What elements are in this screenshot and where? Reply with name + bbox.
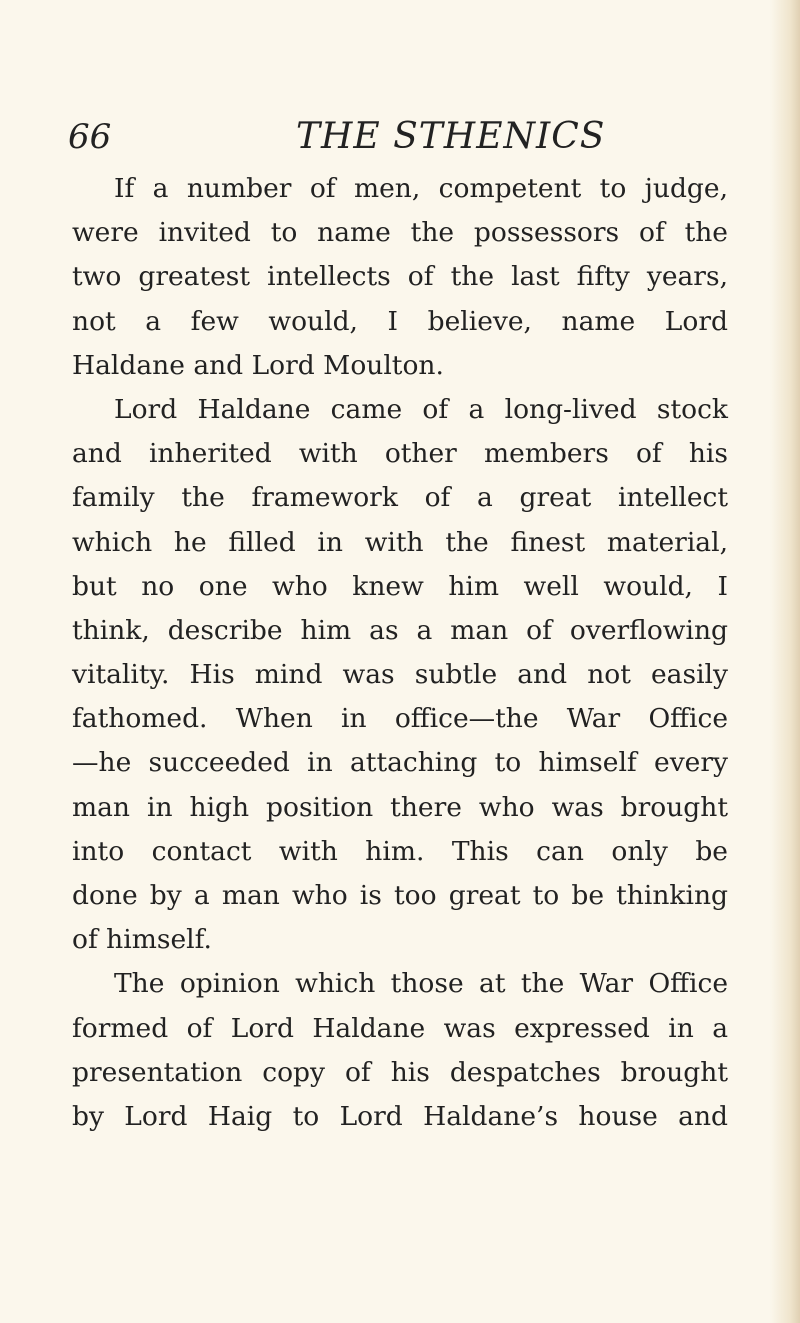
text-line: but no one who knew him well would, I <box>72 570 728 602</box>
text-line: vitality. His mind was subtle and not easily <box>72 659 728 691</box>
text-line: The opinion which those at the War Office <box>114 968 728 1000</box>
text-line: man in high position there who was brought <box>72 791 728 823</box>
page-header <box>0 112 800 162</box>
body-text <box>72 167 728 1139</box>
text-line: family the framework of a great intellect <box>72 482 728 514</box>
text-line: into contact with him. This can only be <box>72 835 728 867</box>
page-number: 66 <box>68 117 112 157</box>
text-line: —he succeeded in attaching to himself every <box>72 747 728 779</box>
running-head: THE STHENICS <box>296 116 606 157</box>
text-line: Lord Haldane came of a long-lived stock <box>114 393 728 425</box>
text-line: two greatest intellects of the last fifty years, <box>72 261 728 293</box>
text-line: fathomed. When in office—the War Office <box>72 703 728 735</box>
text-line: presentation copy of his despatches brought <box>72 1056 728 1088</box>
text-line: done by a man who is too great to be thinking <box>72 880 728 911</box>
text-line: were invited to name the possessors of the <box>72 217 728 249</box>
text-line: think, describe him as a man of overflowing <box>72 614 728 646</box>
text-line: not a few would, I believe, name Lord <box>72 305 728 337</box>
text-line: If a number of men, competent to judge, <box>114 173 728 204</box>
text-line: formed of Lord Haldane was expressed in a <box>72 1012 728 1044</box>
text-line: Haldane and Lord Moulton. <box>72 349 444 381</box>
text-line: which he filled in with the finest material, <box>72 526 728 558</box>
text-line: of himself. <box>72 924 212 956</box>
text-line: by Lord Haig to Lord Haldane’s house and <box>72 1100 728 1132</box>
text-line: and inherited with other members of his <box>72 438 728 470</box>
